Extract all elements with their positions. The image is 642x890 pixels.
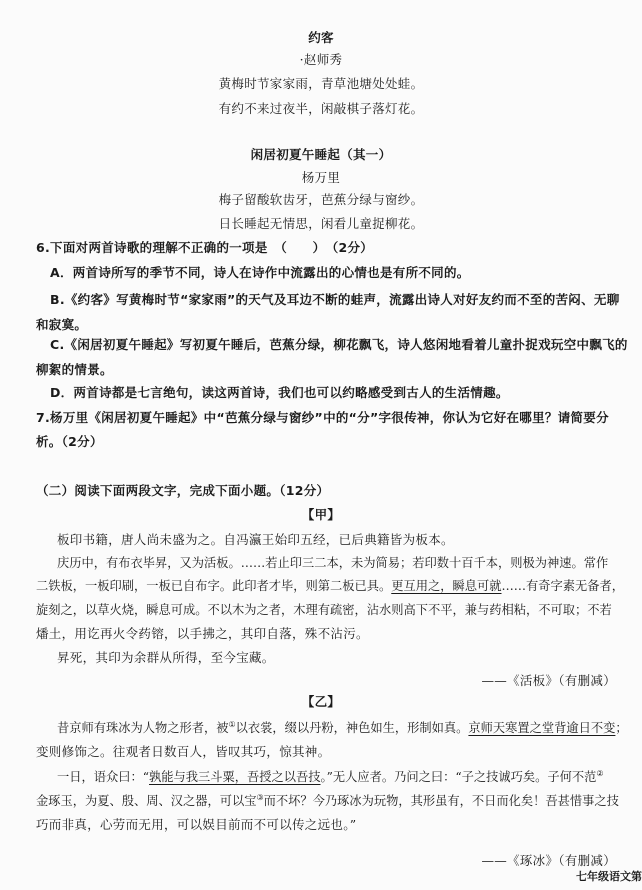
footnote-marker-2: ② [596, 769, 604, 778]
q6-option-b-line1: B.《约客》写黄梅时节“家家雨”的天气及耳边不断的蛙声，流露出诗人对好友约而不至的苦闷、无聊 [50, 292, 620, 307]
jia-paragraph2-line3: 旋刻之，以草火烧，瞬息可成。不以木为之者，木理有疏密，沾水则高下不平，兼与药相粘，不可取；不若 [36, 603, 612, 617]
poem2-title: 闲居初夏午睡起（其一） [250, 147, 392, 162]
q6-option-c-line1: C.《闲居初夏午睡起》写初夏午睡后，芭蕉分绿，柳花飘飞，诗人悠闲地看着儿童扑捉戏玩空中飘飞的 [50, 337, 628, 352]
poem2-line1: 梅子留酸软齿牙，芭蕉分绿与窗纱。 [218, 192, 424, 207]
poem1-title: 约客 [308, 30, 334, 45]
page-footer: 七年级语文第 [576, 870, 642, 883]
yi-source: ——《琢冰》（有删减） [481, 853, 616, 868]
jia-paragraph3: 昇死，其印为余群从所得，至今宝藏。 [57, 650, 275, 665]
jia-paragraph2-line4: 燔土，用讫再火令药镕，以手拂之，其印自落，殊不沾污。 [36, 626, 369, 641]
poem2-line2: 日长睡起无情思，闲看儿童捉柳花。 [218, 216, 424, 231]
poem2-author: 杨万里 [301, 170, 341, 185]
q6-option-c-line2: 柳絮的情景。 [36, 362, 113, 377]
yi-underlined-sentence-2: 孰能与我三斗粟，吾授之以吾技 [149, 770, 321, 784]
footnote-marker-1: ① [228, 720, 236, 729]
jia-label: 【甲】 [301, 507, 341, 522]
q6-option-d: D．两首诗都是七言绝句，读这两首诗，我们也可以约略感受到古人的生活情趣。 [50, 385, 509, 400]
poem1-line2: 有约不来过夜半，闲敲棋子落灯花。 [218, 101, 424, 116]
yi-paragraph1-line1: 昔京师有珠冰为人物之形者，被①以衣裳，缀以丹粉，神色如生，形制如真。京师天寒置之堂背逾日不变； [57, 720, 628, 735]
section2-heading: （二）阅读下面两段文字，完成下面小题。（12分） [36, 483, 330, 498]
yi-paragraph2-line1: 一日，语众曰：“孰能与我三斗粟，吾授之以吾技。”无人应者。乃问之曰：“子之技诚巧矣。子何不范② [57, 769, 604, 784]
q7-line1: 7.杨万里《闲居初夏午睡起》中“芭蕉分绿与窗纱”中的“分”字很传神，你认为它好在哪里？请简要分 [36, 410, 609, 425]
poem1-line1: 黄梅时节家家雨，青草池塘处处蛙。 [218, 76, 424, 91]
jia-paragraph2-line1: 庆历中，有布衣毕昇，又为活板。……若止印三二本，未为简易；若印数十百千本，则极为神速。常作 [57, 556, 609, 570]
q6-stem: 6.下面对两首诗歌的理解不正确的一项是 （ ） （2分） [36, 240, 374, 255]
yi-paragraph2-line2: 金琢玉，为夏、殷、周、汉之器，可以宝③而不坏？今乃琢冰为玩物，其形虽有，不日而化矣！吾甚惜事之技 [36, 793, 619, 808]
yi-paragraph1-line2: 变则修饰之。往观者日数百人，皆叹其巧，惊其神。 [36, 744, 331, 759]
yi-underlined-sentence-1: 京师天寒置之堂背逾日不变 [468, 721, 616, 735]
yi-label: 【乙】 [301, 694, 341, 709]
jia-paragraph2-line2: 二铁板，一板印刷，一板已自布字。此印者才毕，则第二板已具。更互用之，瞬息可就……有奇字素无备者， [36, 579, 624, 593]
jia-paragraph1: 板印书籍，唐人尚未盛为之。自冯瀛王始印五经，已后典籍皆为板本。 [57, 532, 454, 547]
footnote-marker-3: ③ [256, 793, 264, 802]
q6-option-b-line2: 和寂寞。 [36, 317, 88, 332]
yi-paragraph2-line3: 巧而非真，心劳而无用，可以娱目前而不可以传之远也。” [36, 817, 357, 832]
q6-option-a: A．两首诗所写的季节不同，诗人在诗作中流露出的心情也是有所不同的。 [50, 265, 470, 280]
q7-line2: 析。（2分） [36, 434, 103, 449]
poem1-author: ·赵师秀 [299, 52, 343, 67]
jia-underlined-sentence: 更互用之，瞬息可就 [391, 579, 502, 593]
jia-source: ——《活板》（有删减） [481, 673, 616, 688]
